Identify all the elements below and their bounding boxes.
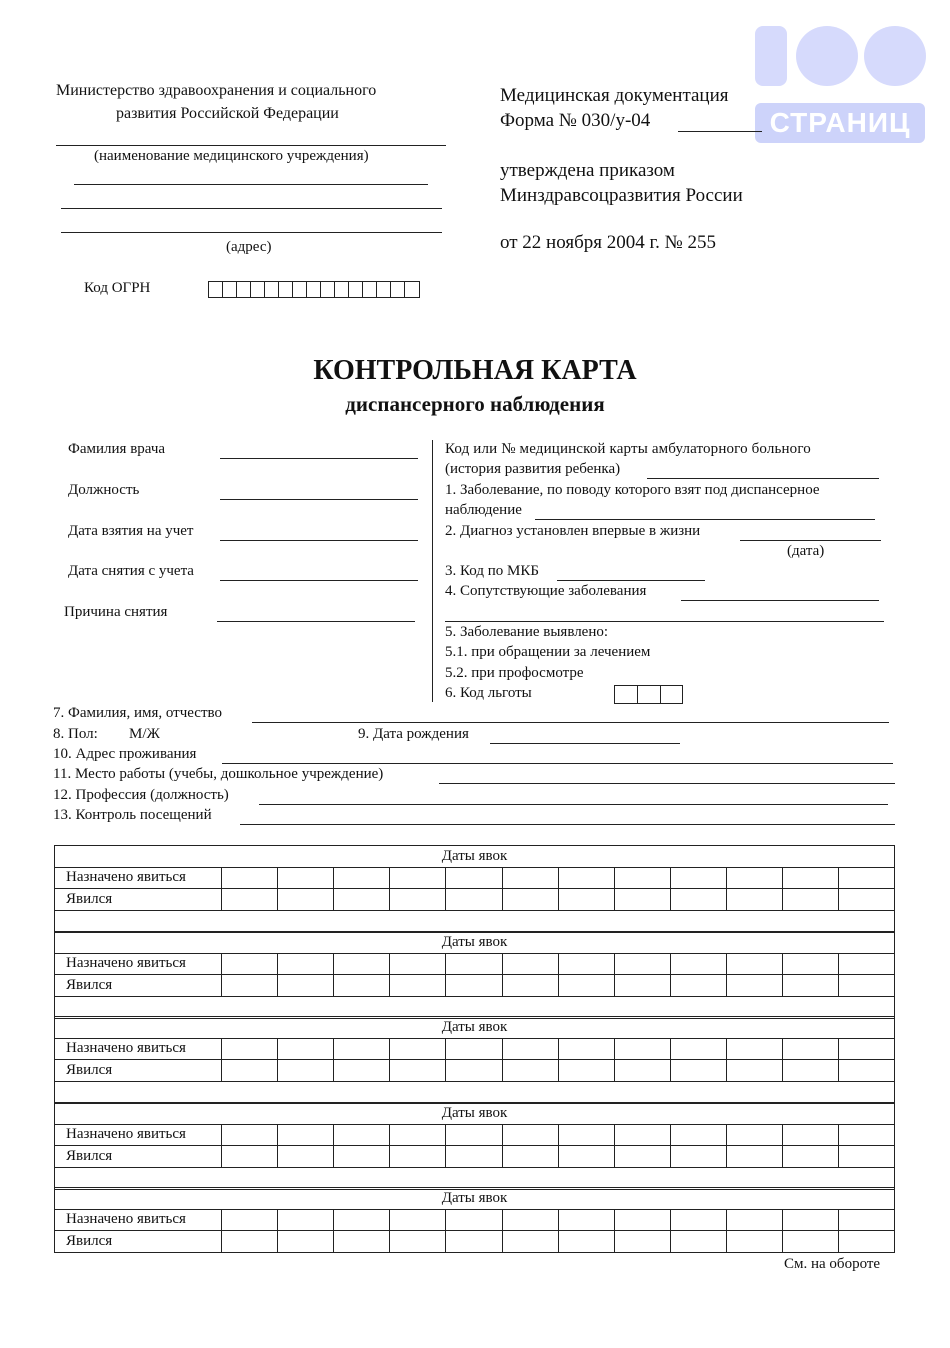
visit-date-cell[interactable] — [222, 889, 278, 911]
birth-date-field[interactable] — [490, 743, 680, 744]
watermark-circle — [796, 26, 858, 86]
benefit-code-boxes[interactable] — [614, 685, 683, 704]
visit-date-cell[interactable] — [334, 1146, 390, 1168]
visit-date-cell[interactable] — [222, 1209, 278, 1231]
disease-label-2: наблюдение — [445, 502, 522, 518]
visit-date-cell[interactable] — [446, 953, 502, 975]
deregistration-date-field[interactable] — [220, 580, 418, 581]
visit-date-cell[interactable] — [502, 1060, 558, 1082]
visit-date-cell[interactable] — [838, 953, 894, 975]
visit-date-cell[interactable] — [614, 1038, 670, 1060]
scheduled-row — [55, 1209, 895, 1231]
visit-date-cell[interactable] — [278, 953, 334, 975]
benefit-code-label: 6. Код льготы — [445, 685, 532, 701]
visit-date-cell[interactable] — [502, 867, 558, 889]
visit-date-cell[interactable] — [838, 1038, 894, 1060]
visits-control-label: 13. Контроль посещений — [53, 807, 212, 823]
visit-date-cell[interactable] — [670, 1124, 726, 1146]
visit-dates-header: Даты явок — [55, 932, 895, 954]
visit-date-cell[interactable] — [670, 889, 726, 911]
visit-date-cell[interactable] — [782, 1060, 838, 1082]
full-name-field[interactable] — [252, 722, 889, 723]
sex-options[interactable]: М/Ж — [129, 726, 160, 742]
registration-date-field[interactable] — [220, 540, 418, 541]
card-code-field[interactable] — [647, 478, 879, 479]
visit-date-cell[interactable] — [670, 1146, 726, 1168]
scheduled-row — [55, 1124, 895, 1146]
visit-date-cell[interactable] — [726, 1146, 782, 1168]
visit-date-cell[interactable] — [670, 975, 726, 997]
visit-date-cell[interactable] — [558, 1038, 614, 1060]
institution-caption: (наименование медицинского учреждения) — [94, 148, 369, 164]
visit-date-cell[interactable] — [614, 867, 670, 889]
visit-date-cell[interactable] — [334, 889, 390, 911]
visit-date-cell[interactable] — [726, 1060, 782, 1082]
visit-date-cell[interactable] — [838, 1146, 894, 1168]
scheduled-row — [55, 1038, 895, 1060]
visit-date-cell[interactable] — [614, 953, 670, 975]
page-title: КОНТРОЛЬНАЯ КАРТА — [313, 355, 637, 386]
visit-date-cell[interactable] — [726, 1209, 782, 1231]
visit-date-cell[interactable] — [446, 1038, 502, 1060]
visit-date-cell[interactable] — [278, 975, 334, 997]
visit-date-cell[interactable] — [222, 1060, 278, 1082]
visit-date-cell[interactable] — [670, 867, 726, 889]
address-line-3 — [61, 232, 442, 233]
visit-date-cell[interactable] — [334, 1038, 390, 1060]
profession-field[interactable] — [259, 804, 888, 805]
attended-row — [55, 1231, 895, 1253]
scheduled-row-label: Назначено явиться — [55, 1038, 222, 1060]
ministry-line1: Министерство здравоохранения и социального — [56, 82, 377, 99]
watermark-text: СТРАНИЦ — [755, 103, 925, 143]
visit-date-cell[interactable] — [446, 1231, 502, 1253]
form-number-line — [678, 131, 762, 132]
full-name-label: 7. Фамилия, имя, отчество — [53, 705, 222, 721]
visit-date-cell[interactable] — [446, 975, 502, 997]
visit-date-cell[interactable] — [726, 1231, 782, 1253]
visit-date-cell[interactable] — [278, 867, 334, 889]
sex-label: 8. Пол: — [53, 726, 98, 742]
attended-row-label: Явился — [55, 1060, 222, 1082]
workplace-field[interactable] — [439, 783, 895, 784]
workplace-label: 11. Место работы (учебы, дошкольное учреждение) — [53, 766, 384, 782]
visit-date-cell[interactable] — [222, 1038, 278, 1060]
approved-line2: Минздравсоцразвития России — [500, 185, 743, 206]
visit-date-cell[interactable] — [614, 889, 670, 911]
deregistration-date-label: Дата снятия с учета — [68, 563, 194, 579]
attended-row — [55, 1146, 895, 1168]
date-caption: (дата) — [787, 543, 825, 559]
visit-date-cell[interactable] — [446, 1060, 502, 1082]
visit-date-cell[interactable] — [726, 1038, 782, 1060]
visit-date-cell[interactable] — [838, 975, 894, 997]
address-label: 10. Адрес проживания — [53, 746, 197, 762]
visit-dates-header: Даты явок — [55, 846, 895, 868]
visit-date-cell[interactable] — [502, 953, 558, 975]
visit-date-cell[interactable] — [278, 1038, 334, 1060]
visit-date-cell[interactable] — [446, 1124, 502, 1146]
visit-date-cell[interactable] — [222, 1124, 278, 1146]
visit-date-cell[interactable] — [838, 1124, 894, 1146]
visit-date-cell[interactable] — [390, 1231, 446, 1253]
visit-dates-header: Даты явок — [55, 1188, 895, 1210]
scheduled-row-label: Назначено явиться — [55, 953, 222, 975]
card-code-label-2: (история развития ребенка) — [445, 461, 621, 477]
visit-date-cell[interactable] — [614, 1209, 670, 1231]
profession-label: 12. Профессия (должность) — [53, 787, 229, 803]
attended-row — [55, 975, 895, 997]
ogrn-boxes[interactable] — [208, 281, 420, 298]
visit-date-cell[interactable] — [502, 1124, 558, 1146]
visit-date-cell[interactable] — [670, 1060, 726, 1082]
address-caption: (адрес) — [226, 239, 272, 255]
visit-date-cell[interactable] — [390, 1124, 446, 1146]
attended-row-label: Явился — [55, 975, 222, 997]
visit-date-cell[interactable] — [838, 867, 894, 889]
card-code-label-1: Код или № медицинской карты амбулаторного больного — [445, 441, 811, 457]
visit-dates-table — [54, 1102, 895, 1190]
birth-date-label: 9. Дата рождения — [358, 726, 469, 742]
see-reverse-note: См. на обороте — [784, 1256, 881, 1272]
visit-date-cell[interactable] — [390, 953, 446, 975]
visit-date-cell[interactable] — [558, 1146, 614, 1168]
detected-treatment-label: 5.1. при обращении за лечением — [445, 644, 651, 660]
watermark-bar — [755, 26, 787, 86]
visit-date-cell[interactable] — [558, 1231, 614, 1253]
form-number: Форма № 030/у-04 — [500, 110, 651, 131]
deregistration-reason-label: Причина снятия — [64, 604, 168, 620]
comorbidities-label: 4. Сопутствующие заболевания — [445, 583, 647, 599]
visit-date-cell[interactable] — [334, 1124, 390, 1146]
ministry-line2: развития Российской Федерации — [116, 105, 339, 122]
visits-control-field[interactable] — [240, 824, 895, 825]
visit-date-cell[interactable] — [838, 889, 894, 911]
scheduled-row — [55, 867, 895, 889]
visit-date-cell[interactable] — [782, 975, 838, 997]
visit-dates-table — [54, 845, 895, 933]
detected-checkup-label: 5.2. при профосмотре — [445, 665, 584, 681]
visit-date-cell[interactable] — [278, 1146, 334, 1168]
attended-row-label: Явился — [55, 1146, 222, 1168]
spacer-row — [55, 996, 895, 1018]
visit-date-cell[interactable] — [222, 867, 278, 889]
visit-date-cell[interactable] — [390, 1209, 446, 1231]
visit-date-cell[interactable] — [782, 953, 838, 975]
visit-date-cell[interactable] — [782, 1038, 838, 1060]
visit-date-cell[interactable] — [502, 1038, 558, 1060]
visit-date-cell[interactable] — [390, 1038, 446, 1060]
attended-row — [55, 889, 895, 911]
institution-line — [56, 145, 446, 146]
visit-date-cell[interactable] — [670, 1038, 726, 1060]
visit-date-cell[interactable] — [670, 1231, 726, 1253]
page-subtitle: диспансерного наблюдения — [345, 392, 605, 416]
spacer-row — [55, 910, 895, 932]
visit-date-cell[interactable] — [390, 1060, 446, 1082]
visit-date-cell[interactable] — [838, 1060, 894, 1082]
visit-dates-table — [54, 931, 895, 1019]
detected-label: 5. Заболевание выявлено: — [445, 624, 609, 640]
visit-date-cell[interactable] — [390, 1146, 446, 1168]
spacer-row — [55, 1167, 895, 1189]
visit-date-cell[interactable] — [446, 889, 502, 911]
visit-dates-table — [54, 1187, 895, 1253]
visit-date-cell[interactable] — [334, 975, 390, 997]
visit-date-cell[interactable] — [334, 1060, 390, 1082]
visit-date-cell[interactable] — [558, 1060, 614, 1082]
visit-date-cell[interactable] — [334, 1209, 390, 1231]
visit-date-cell[interactable] — [390, 867, 446, 889]
position-field[interactable] — [220, 499, 418, 500]
attended-row — [55, 1060, 895, 1082]
scheduled-row-label: Назначено явиться — [55, 1209, 222, 1231]
scheduled-row-label: Назначено явиться — [55, 1124, 222, 1146]
visit-dates-header: Даты явок — [55, 1103, 895, 1125]
deregistration-reason-field[interactable] — [217, 621, 415, 622]
visit-date-cell[interactable] — [502, 1209, 558, 1231]
visit-date-cell[interactable] — [278, 1124, 334, 1146]
visit-date-cell[interactable] — [278, 1060, 334, 1082]
visit-date-cell[interactable] — [726, 889, 782, 911]
visit-date-cell[interactable] — [670, 1209, 726, 1231]
visit-date-cell[interactable] — [222, 1146, 278, 1168]
order-line: от 22 ноября 2004 г. № 255 — [500, 232, 717, 253]
visit-date-cell[interactable] — [502, 1231, 558, 1253]
visit-date-cell[interactable] — [334, 867, 390, 889]
visit-date-cell[interactable] — [502, 889, 558, 911]
visit-date-cell[interactable] — [502, 1146, 558, 1168]
column-divider — [432, 440, 433, 702]
doc-type: Медицинская документация — [500, 85, 729, 106]
visit-date-cell[interactable] — [558, 867, 614, 889]
doctor-surname-field[interactable] — [220, 458, 418, 459]
visit-date-cell[interactable] — [222, 1231, 278, 1253]
disease-label-1: 1. Заболевание, по поводу которого взят под диспансерное — [445, 482, 820, 498]
ogrn-label: Код ОГРН — [84, 280, 151, 296]
scheduled-row-label: Назначено явиться — [55, 867, 222, 889]
visit-date-cell[interactable] — [558, 953, 614, 975]
visit-date-cell[interactable] — [334, 953, 390, 975]
comorbidities-field-2[interactable] — [445, 621, 884, 622]
address-line-1 — [74, 184, 428, 185]
visit-date-cell[interactable] — [278, 1209, 334, 1231]
spacer-row — [55, 1081, 895, 1103]
icd-code-field[interactable] — [557, 580, 705, 581]
visit-date-cell[interactable] — [558, 1209, 614, 1231]
visit-date-cell[interactable] — [390, 975, 446, 997]
visit-date-cell[interactable] — [558, 1124, 614, 1146]
registration-date-label: Дата взятия на учет — [68, 523, 194, 539]
visit-dates-header: Даты явок — [55, 1017, 895, 1039]
visit-date-cell[interactable] — [726, 975, 782, 997]
visit-date-cell[interactable] — [782, 1146, 838, 1168]
attended-row-label: Явился — [55, 1231, 222, 1253]
doctor-surname-label: Фамилия врача — [68, 441, 166, 457]
visit-date-cell[interactable] — [446, 867, 502, 889]
visit-dates-table — [54, 1016, 895, 1104]
visit-date-cell[interactable] — [558, 975, 614, 997]
visit-date-cell[interactable] — [222, 953, 278, 975]
visit-date-cell[interactable] — [390, 889, 446, 911]
visit-date-cell[interactable] — [558, 889, 614, 911]
address-field[interactable] — [222, 763, 893, 764]
visit-date-cell[interactable] — [782, 889, 838, 911]
scheduled-row — [55, 953, 895, 975]
visit-date-cell[interactable] — [838, 1231, 894, 1253]
diagnosis-label: 2. Диагноз установлен впервые в жизни — [445, 523, 701, 539]
visit-date-cell[interactable] — [726, 953, 782, 975]
visit-date-cell[interactable] — [726, 1124, 782, 1146]
diagnosis-date-field[interactable] — [740, 540, 881, 541]
position-label: Должность — [68, 482, 140, 498]
visit-date-cell[interactable] — [782, 1231, 838, 1253]
visit-date-cell[interactable] — [614, 1146, 670, 1168]
visit-date-cell[interactable] — [222, 975, 278, 997]
visit-date-cell[interactable] — [278, 1231, 334, 1253]
visit-date-cell[interactable] — [614, 1124, 670, 1146]
visit-date-cell[interactable] — [446, 1146, 502, 1168]
visit-date-cell[interactable] — [782, 1209, 838, 1231]
visit-date-cell[interactable] — [782, 867, 838, 889]
visit-date-cell[interactable] — [838, 1209, 894, 1231]
address-line-2 — [61, 208, 442, 209]
visit-date-cell[interactable] — [726, 867, 782, 889]
visit-date-cell[interactable] — [670, 953, 726, 975]
visit-date-cell[interactable] — [782, 1124, 838, 1146]
visit-date-cell[interactable] — [334, 1231, 390, 1253]
disease-field[interactable] — [535, 519, 875, 520]
attended-row-label: Явился — [55, 889, 222, 911]
watermark-circle — [864, 26, 926, 86]
visit-date-cell[interactable] — [614, 975, 670, 997]
visit-date-cell[interactable] — [614, 1231, 670, 1253]
visit-date-cell[interactable] — [502, 975, 558, 997]
approved-line1: утверждена приказом — [500, 160, 675, 181]
visit-date-cell[interactable] — [614, 1060, 670, 1082]
visit-date-cell[interactable] — [278, 889, 334, 911]
comorbidities-field[interactable] — [681, 600, 879, 601]
visit-date-cell[interactable] — [446, 1209, 502, 1231]
icd-code-label: 3. Код по МКБ — [445, 563, 539, 579]
